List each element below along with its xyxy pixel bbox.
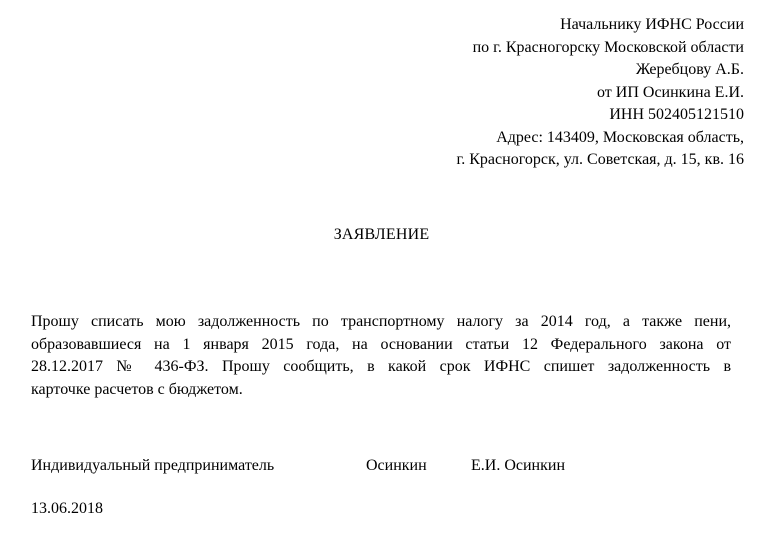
addressee-recipient-name: Жеребцову А.Б.	[635, 61, 744, 78]
signature-row	[31, 457, 731, 479]
signer-position: Индивидуальный предприниматель	[31, 457, 275, 474]
signer-signature: Осинкин	[366, 457, 427, 474]
signer-name: Е.И. Осинкин	[471, 457, 566, 474]
document-body	[31, 311, 731, 401]
addressee-block	[224, 14, 744, 172]
body-line-1: Прошу списать мою задолженность по транспортному налогу за 2014 год, а также пени,	[31, 313, 731, 330]
sender-name: от ИП Осинкина Е.И.	[597, 83, 744, 101]
body-line-2: образовавшиеся на 1 января 2015 года, на основании статьи 12 Федерального закона от	[31, 335, 731, 353]
body-line-3: 28.12.2017 № 436-ФЗ. Прошу сообщить, в какой срок ИФНС спишет задолженность в	[31, 358, 731, 375]
sender-inn: ИНН 502405121510	[609, 106, 744, 123]
sender-address-line-2: г. Красногорск, ул. Советская, д. 15, кв. 16	[456, 151, 744, 168]
document-date: 13.06.2018	[31, 500, 103, 517]
addressee-recipient-location: по г. Красногорску Московской области	[472, 38, 744, 56]
addressee-recipient-title: Начальнику ИФНС России	[560, 16, 744, 33]
body-line-4: карточке расчетов с бюджетом.	[31, 380, 243, 398]
sender-address-line-1: Адрес: 143409, Московская область,	[496, 128, 744, 146]
document-title: ЗАЯВЛЕНИЕ	[333, 226, 430, 243]
